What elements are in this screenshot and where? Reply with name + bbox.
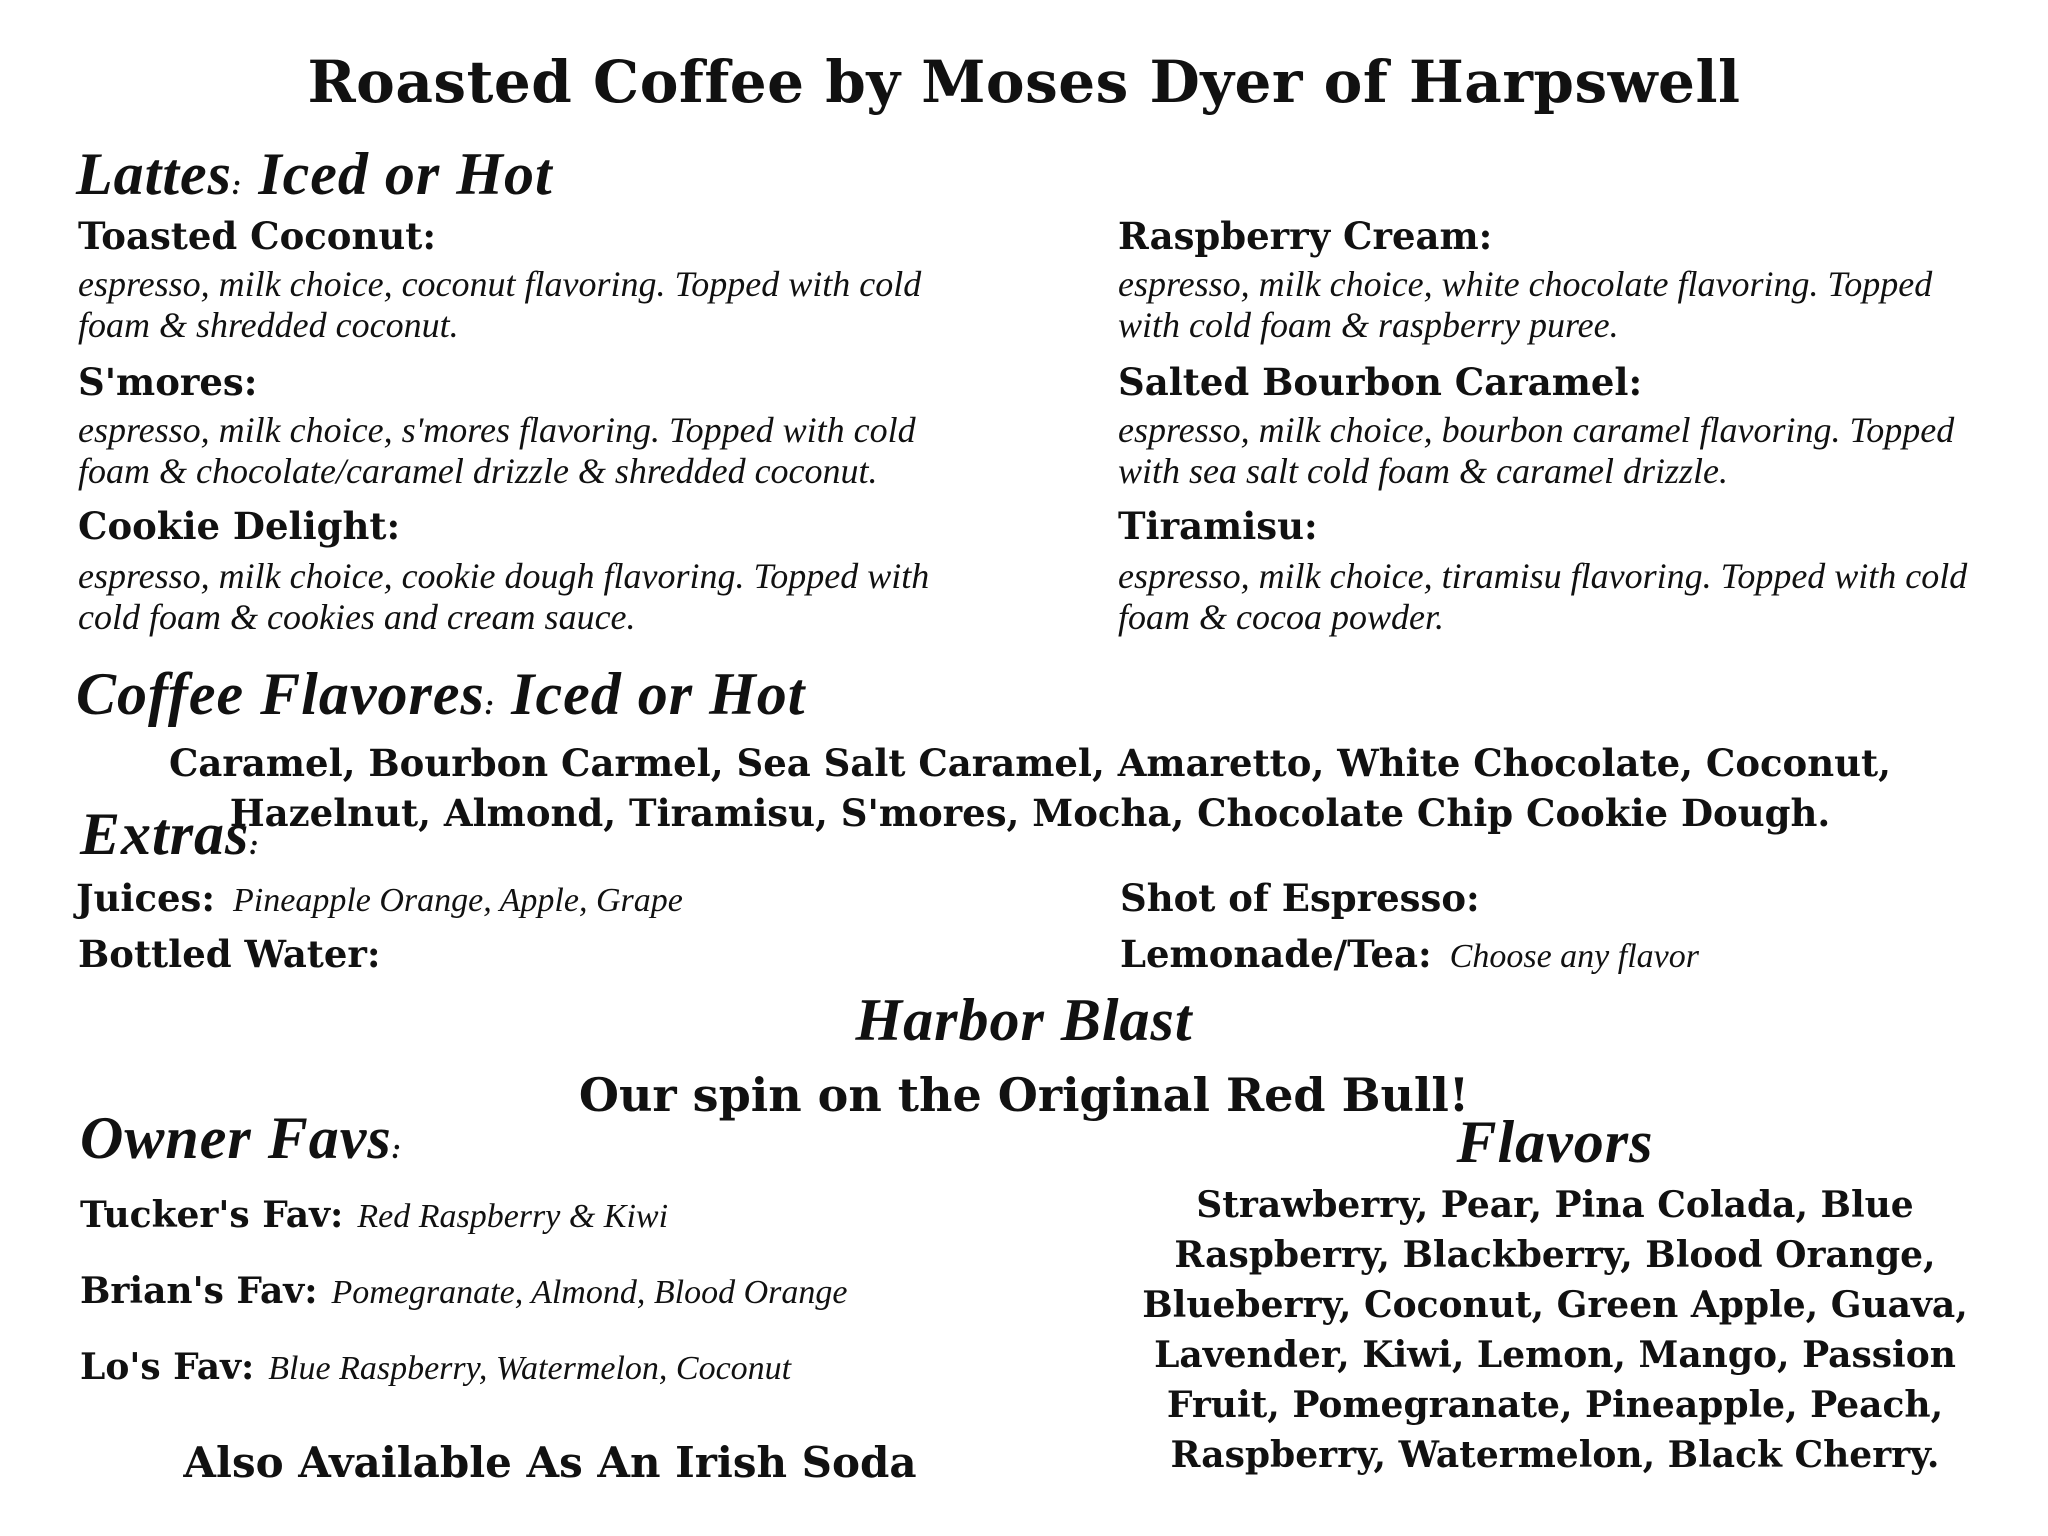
extras-item-value: Pineapple Orange, Apple, Grape xyxy=(233,882,683,919)
latte-name: Toasted Coconut: xyxy=(78,214,437,258)
coffee-flavors-heading-suffix: Iced or Hot xyxy=(511,661,806,727)
extras-item xyxy=(1120,876,1480,920)
extras-item-value: Choose any flavor xyxy=(1449,938,1699,975)
owner-fav-label: Lo's Fav: xyxy=(80,1346,255,1388)
harbor-blast-tagline: Our spin on the Original Red Bull! xyxy=(578,1068,1470,1122)
flavors-heading: Flavors xyxy=(1456,1109,1654,1175)
latte-name: S'mores: xyxy=(78,360,258,404)
irish-soda-note: Also Available As An Irish Soda xyxy=(183,1438,917,1487)
owner-fav-value: Red Raspberry & Kiwi xyxy=(357,1198,669,1235)
harbor-blast-heading: Harbor Blast xyxy=(855,987,1193,1053)
owner-fav-value: Pomegranate, Almond, Blood Orange xyxy=(331,1274,848,1311)
lattes-heading: Lattes: Iced or Hot xyxy=(76,141,553,207)
owner-fav-label: Tucker's Fav: xyxy=(80,1194,344,1236)
harbor-flavors-list: Strawberry, Pear, Pina Colada, Blue Raspberry, Blackberry, Blood Orange, Blueberry, Coconut, Green Apple, Guava, Lavender, Kiwi, Lemon, Mango, Passion Fruit, Pomegranate, Pineapple, Peach, Raspberry, Watermelon, Black Cherry. xyxy=(1142,1184,1968,1476)
latte-name: Salted Bourbon Caramel: xyxy=(1118,360,1643,404)
owner-favs-heading-text: Owner Favs xyxy=(80,1105,392,1171)
latte-desc: espresso, milk choice, coconut flavoring. Topped with cold foam & shredded coconut. xyxy=(78,264,922,345)
latte-desc: espresso, milk choice, cookie dough flavoring. Topped with cold foam & cookies and cream sauce. xyxy=(78,556,930,637)
latte-name: Raspberry Cream: xyxy=(1118,214,1493,258)
extras-item-label: Juices: xyxy=(76,876,216,920)
coffee-flavors-heading: Coffee Flavores: Iced or Hot xyxy=(76,661,806,727)
latte-desc: espresso, milk choice, bourbon caramel flavoring. Topped with sea salt cold foam & caramel drizzle. xyxy=(1118,410,1955,491)
extras-item-label: Bottled Water: xyxy=(78,932,381,976)
owner-fav-item xyxy=(80,1346,791,1388)
owner-fav-item xyxy=(80,1270,847,1312)
latte-desc: espresso, milk choice, white chocolate flavoring. Topped with cold foam & raspberry puree. xyxy=(1118,264,1933,345)
extras-item xyxy=(78,932,381,976)
latte-desc: espresso, milk choice, tiramisu flavoring. Topped with cold foam & cocoa powder. xyxy=(1118,556,1968,637)
lattes-heading-suffix: Iced or Hot xyxy=(258,141,553,207)
extras-heading-text: Extras xyxy=(80,801,250,867)
owner-fav-value: Blue Raspberry, Watermelon, Coconut xyxy=(268,1350,792,1387)
latte-name: Tiramisu: xyxy=(1118,504,1318,548)
coffee-flavors-list: Caramel, Bourbon Carmel, Sea Salt Caramel, Amaretto, White Chocolate, Coconut, Hazelnut, Almond, Tiramisu, S'mores, Mocha, Chocolate Chip Cookie Dough. xyxy=(168,741,1892,835)
owner-favs-heading: Owner Favs: xyxy=(80,1105,403,1171)
extras-heading: Extras: xyxy=(80,801,260,867)
owner-fav-label: Brian's Fav: xyxy=(80,1270,318,1312)
coffee-flavors-heading-text: Coffee Flavores xyxy=(76,661,485,727)
extras-item-label: Lemonade/Tea: xyxy=(1120,932,1432,976)
extras-item xyxy=(76,876,683,920)
lattes-heading-text: Lattes xyxy=(76,141,232,207)
latte-name: Cookie Delight: xyxy=(78,504,401,548)
owner-fav-item xyxy=(80,1194,668,1236)
menu-title: Roasted Coffee by Moses Dyer of Harpswell xyxy=(307,48,1741,116)
latte-desc: espresso, milk choice, s'mores flavoring. Topped with cold foam & chocolate/caramel drizzle & shredded coconut. xyxy=(78,410,916,491)
extras-item xyxy=(1120,932,1699,976)
extras-item-label: Shot of Espresso: xyxy=(1120,876,1480,920)
